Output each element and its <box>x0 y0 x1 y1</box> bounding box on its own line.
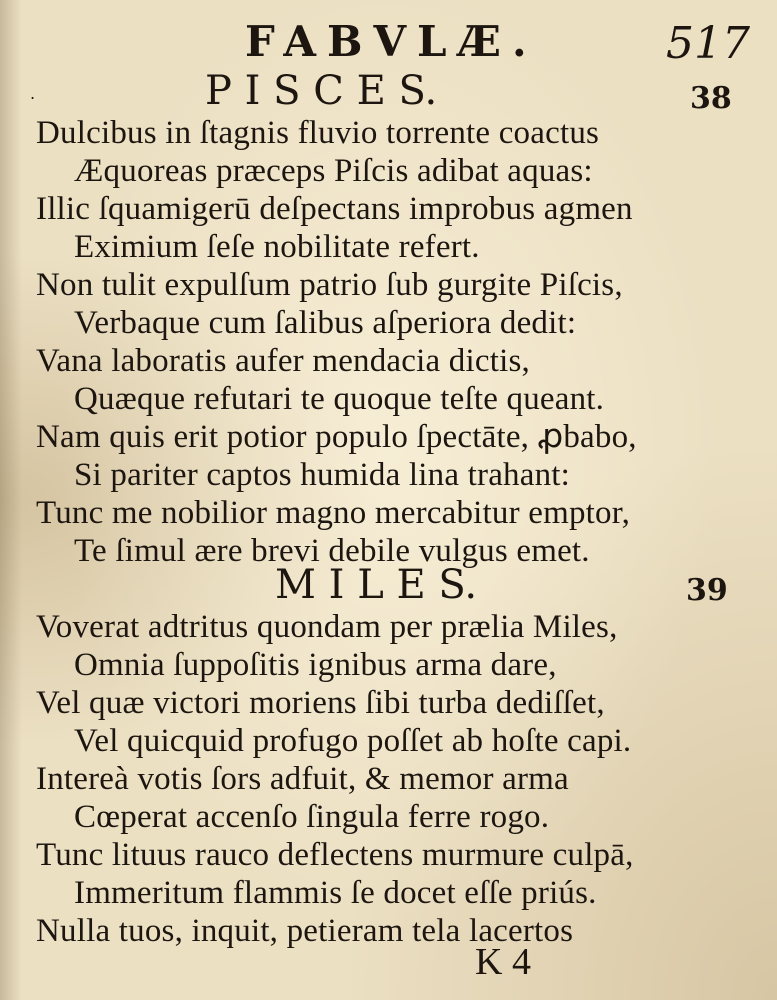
verse-line: Eximium ſeſe nobilitate refert. <box>74 229 480 265</box>
verse-line: Quæque refutari te quoque teſte queant. <box>74 381 605 417</box>
verse-line: Te ſimul ære brevi debile vulgus emet. <box>74 533 590 569</box>
verse-line: Dulcibus in ſtagnis fluvio torrente coactus <box>36 115 600 151</box>
verse-line: Non tulit expulſum patrio ſub gurgite Piſcis, <box>36 267 623 303</box>
verse-line: Vel quæ victori moriens ſibi turba dediſſet, <box>36 685 605 721</box>
fable-number: 38 <box>690 81 732 116</box>
verse-line: Voverat adtritus quondam per prælia Miles, <box>36 609 618 645</box>
verse-line: Vel quicquid profugo poſſet ab hoſte capi. <box>74 723 632 759</box>
verse-line: Immeritum flammis ſe docet eſſe priús. <box>74 875 597 911</box>
verse-line: Nulla tuos, inquit, petieram tela lacertos <box>36 913 574 949</box>
fable-title: P I S C E S. <box>205 68 438 114</box>
verse-line: Verbaque cum ſalibus aſperiora dedit: <box>74 305 577 341</box>
verse-line: Æquoreas præceps Piſcis adibat aquas: <box>74 153 593 189</box>
margin-mark: . <box>30 84 36 103</box>
verse-line: Intereà votis ſors adfuit, & memor arma <box>36 761 569 797</box>
running-head: FABVLÆ. <box>245 17 538 66</box>
page-number: 517 <box>666 18 750 69</box>
fable-title: M I L E S. <box>275 562 478 608</box>
verse-line: Nam quis erit potior populo ſpectāte, ꝓbabo, <box>36 419 637 455</box>
verse-line: Si pariter captos humida lina trahant: <box>74 457 571 493</box>
page-edge-shadow <box>0 0 22 1000</box>
verse-line: Tunc me nobilior magno mercabitur emptor, <box>36 495 631 531</box>
verse-line: Cœperat accenſo ſingula ferre rogo. <box>74 799 550 835</box>
fable-number: 39 <box>686 573 728 608</box>
verse-line: Illic ſquamigerū deſpectans improbus agmen <box>36 191 633 227</box>
verse-line: Vana laboratis aufer mendacia dictis, <box>36 343 530 379</box>
verse-line: Tunc lituus rauco deflectens murmure culpā, <box>36 837 634 873</box>
verse-line: Omnia ſuppoſitis ignibus arma dare, <box>74 647 557 683</box>
signature-mark: K 4 <box>475 941 531 983</box>
